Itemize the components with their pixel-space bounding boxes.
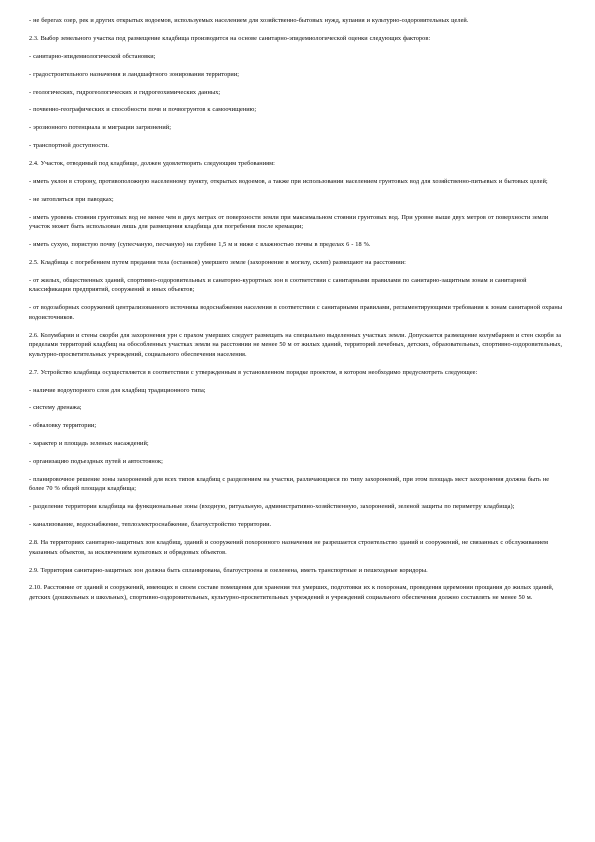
document-paragraph: 2.8. На территориях санитарно-защитных зон кладбищ, зданий и сооружений похоронного назначения не разрешается строительство зданий и сооружений, не связанных с обслуживанием указанных объектов, за исключением культовых и обрядовых объектов. bbox=[29, 539, 549, 556]
document-paragraph: - планировочное решение зоны захоронений для всех типов кладбищ с разделением на участки, различающиеся по типу захоронений, при этом площадь мест захоронения должна быть не более 70 % общей площади кладбища; bbox=[29, 475, 550, 493]
document-paragraph: - обваловку территории; bbox=[29, 422, 97, 430]
document-paragraph: - иметь сухую, пористую почву (супесчаную, песчаную) на глубине 1,5 м и ниже с влажностью почвы в пределах 6 - 18 %. bbox=[29, 241, 371, 249]
document-paragraph: - не берегах озер, рек и других открытых водоемов, используемых населением для хозяйственно-бытовых нужд, купания и культурно-оздоровительных целей. bbox=[29, 17, 469, 24]
document-paragraph: 2.10. Расстояние от зданий и сооружений, имеющих в своем составе помещения для хранения тел умерших, подготовки их к похоронам, проведения церемонии прощания до жилых зданий, детских (дошкольных и школьных), спортивно-оздоровительных, культурно-просветительных учреждений и учреждений социального обеспечения должно составлять не менее 50 м. bbox=[29, 584, 554, 601]
document-paragraph: - не затопляться при паводках; bbox=[29, 195, 114, 203]
document-paragraph: - характер и площадь зеленых насаждений; bbox=[29, 440, 149, 448]
document-paragraph: - градостроительного назначения и ландшафтного зонирования территории; bbox=[29, 70, 240, 78]
document-paragraph: 2.6. Колумбарии и стены скорби для захоронения урн с прахом умерших следует размещать на специально выделенных участках земли. Допускается размещение колумбариев и стен скорби за пределами территорий кладбищ на обособленных участках земли на расстоянии не менее 50 м от жилых зданий, территорий лечебных, детских, образовательных, спортивно-оздоровительных, культурно-просветительных учреждений, социального обеспечения населения. bbox=[29, 331, 563, 358]
document-paragraph: 2.5. Кладбища с погребением путем предания тела (останков) умершего земле (захоронение в могилу, склеп) размещают на расстоянии: bbox=[29, 259, 406, 267]
document-paragraph: - санитарно-эпидемиологической обстановки; bbox=[29, 52, 156, 60]
document-paragraph: 2.4. Участок, отводимый под кладбище, должен удовлетворять следующим требованиям: bbox=[29, 160, 275, 168]
document-paragraph: - наличие водоупорного слоя для кладбищ традиционного типа; bbox=[29, 386, 206, 394]
document-paragraph: - геологических, гидрогеологических и гидрогеохимических данных; bbox=[29, 88, 221, 96]
document-paragraph: - от водозаборных сооружений централизованного источника водоснабжения населения в соответствии с санитарными правилами, регламентирующими требования к зонам санитарной охраны водоисточников. bbox=[29, 304, 563, 321]
document-paragraph: - организацию подъездных путей и автостоянок; bbox=[29, 458, 163, 466]
document-paragraph: - иметь уровень стояния грунтовых вод не менее чем в двух метрах от поверхности земли при максимальном стоянии грунтовых вод. При уровне выше двух метров от поверхности земли участок может быть использован лишь для размещения кладбища для погребения после кремации; bbox=[29, 213, 549, 231]
document-paragraph: 2.7. Устройство кладбища осуществляется в соответствии с утвержденным в установленном порядке проектом, в котором необходимо предусмотреть следующее: bbox=[29, 368, 478, 376]
document-paragraph: 2.9. Территория санитарно-защитных зон должна быть спланирована, благоустроена и озеленена, иметь транспортные и пешеходные коридоры. bbox=[29, 566, 428, 574]
document-paragraph: 2.3. Выбор земельного участка под размещение кладбища производится на основе санитарно-эпидемиологической оценки следующих факторов: bbox=[29, 34, 431, 42]
document-paragraph: - от жилых, общественных зданий, спортивно-оздоровительных и санаторно-курортных зон в соответствии с санитарными правилами по санитарно-защитным зонам и санитарной классификации предприятий, сооружений и иных объектов; bbox=[29, 276, 527, 294]
document-paragraph: - транспортной доступности. bbox=[29, 142, 110, 150]
document-paragraph: - канализование, водоснабжение, теплоэлектроснабжение, благоустройство территории. bbox=[29, 521, 272, 529]
document-paragraph: - систему дренажа; bbox=[29, 404, 82, 412]
document-paragraph: - иметь уклон в сторону, противоположную населенному пункту, открытых водоемов, а также при использовании населением грунтовых вод для хозяйственно-питьевых и бытовых целей; bbox=[29, 178, 548, 186]
document-paragraph: - почвенно-географических и способности почв и почвогрунтов к самоочищению; bbox=[29, 106, 257, 114]
document-paragraph: - эрозионного потенциала и миграции загрязнений; bbox=[29, 124, 171, 132]
document-paragraph: - разделение территории кладбища на функциональные зоны (входную, ритуальную, административно-хозяйственную, захоронений, зеленой защиты по периметру кладбища); bbox=[29, 503, 515, 511]
